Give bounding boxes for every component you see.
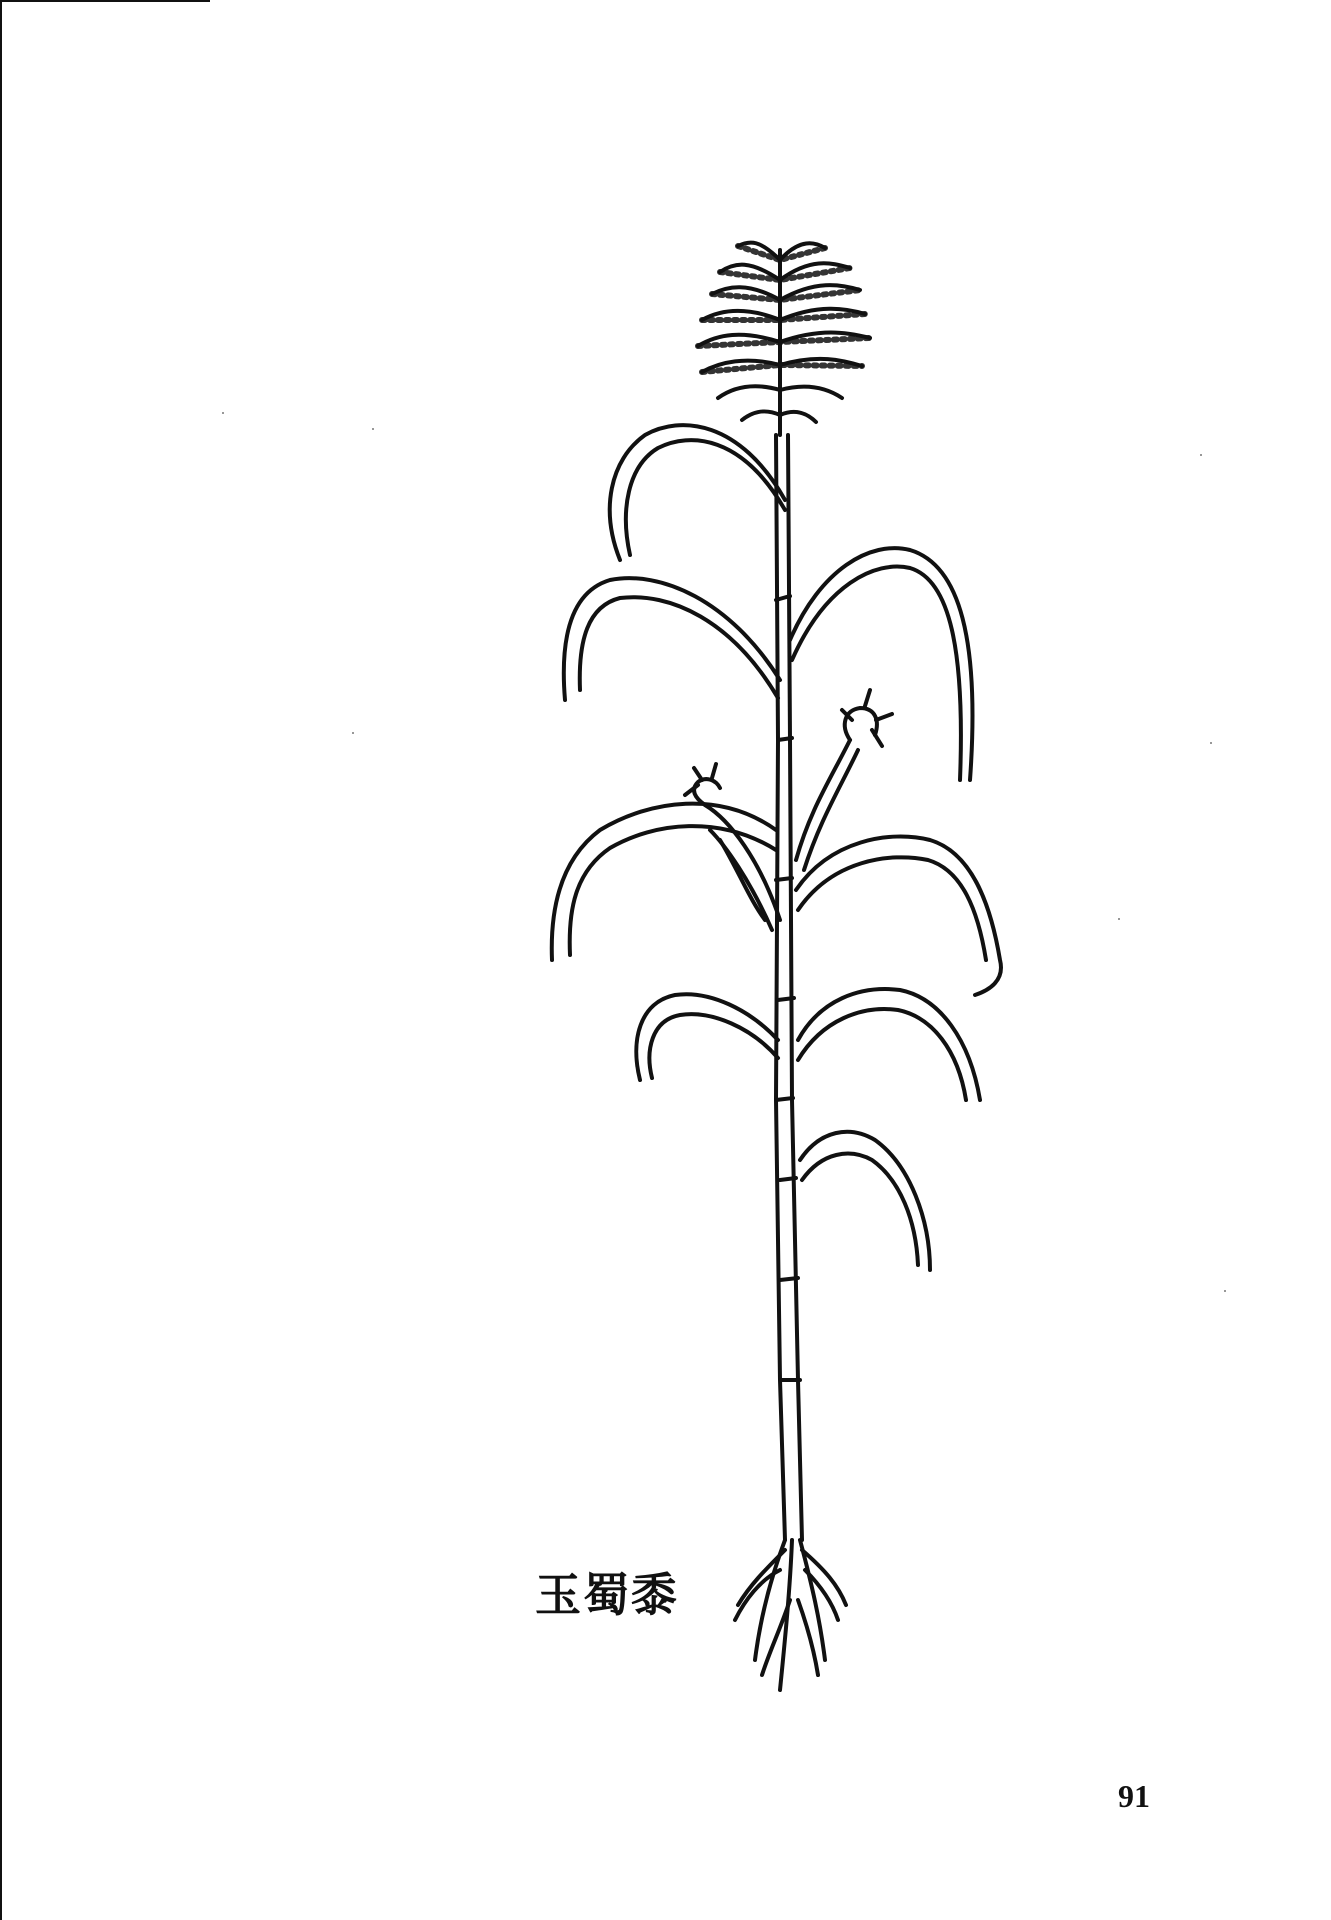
stalk bbox=[776, 435, 802, 1540]
page-number: 91 bbox=[1118, 1778, 1150, 1814]
page-edge-line bbox=[0, 0, 2, 1920]
corn-plant-illustration bbox=[480, 220, 1080, 1740]
paper-speck bbox=[1200, 454, 1202, 456]
leaf-lowest-right bbox=[800, 1132, 930, 1270]
paper-speck bbox=[352, 732, 354, 734]
corn-plant-icon bbox=[480, 220, 1080, 1740]
leaf-upper-left bbox=[610, 425, 785, 560]
roots bbox=[735, 1540, 846, 1690]
ear-left bbox=[685, 764, 780, 930]
leaf-mid-left bbox=[564, 578, 780, 700]
paper-speck bbox=[1210, 742, 1212, 744]
page-top-line bbox=[0, 0, 210, 2]
plant-caption: 玉蜀黍 bbox=[535, 1568, 679, 1622]
paper-speck bbox=[1118, 918, 1120, 920]
leaf-bottom-right bbox=[798, 989, 980, 1100]
ear-right bbox=[796, 690, 892, 870]
leaf-right-lower bbox=[796, 837, 1001, 995]
leaf-bottom-left bbox=[636, 994, 778, 1080]
paper-speck bbox=[1224, 1290, 1226, 1292]
paper-speck bbox=[372, 428, 374, 430]
paper-speck bbox=[222, 412, 224, 414]
